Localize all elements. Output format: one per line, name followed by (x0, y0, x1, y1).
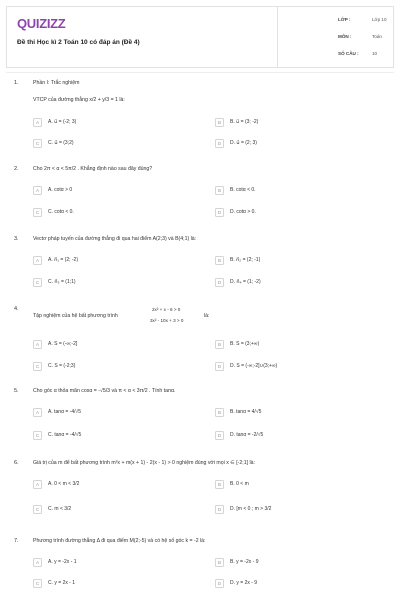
question-number: 2. (14, 166, 19, 172)
option-c[interactable] (33, 579, 193, 589)
option-letter: C (33, 431, 42, 440)
option-letter: A (33, 558, 42, 567)
option-text: C. n⃗₃ = (1;1) (48, 279, 76, 285)
option-text: B. 0 < m (230, 481, 249, 487)
option-letter: A (33, 186, 42, 195)
option-letter: C (33, 208, 42, 217)
meta-count-value: 10 (372, 51, 378, 56)
option-a[interactable] (33, 340, 193, 350)
question-text: Cho 2π < α < 5π/2 . Khẳng định nào sau đây đúng? (33, 166, 153, 172)
option-d[interactable] (215, 278, 375, 288)
option-text: B. n⃗₂ = (2; -1) (230, 257, 261, 263)
option-letter: C (33, 278, 42, 287)
question-number: 6. (14, 460, 19, 466)
meta-subject-label: MÔN : (338, 34, 352, 39)
option-text: D. u⃗ = (2; 3) (230, 140, 257, 146)
option-text: A. 0 < m < 3/2 (48, 481, 80, 487)
option-letter: A (33, 256, 42, 265)
meta-class (278, 17, 395, 31)
option-text: D. S = (-∞;-2]∪(3;+∞) (230, 363, 278, 369)
inequality-2: 3x² - 10x + 3 > 0 (150, 318, 184, 323)
meta-panel (277, 7, 394, 67)
option-letter: D (215, 139, 224, 148)
option-d[interactable] (215, 139, 375, 149)
worksheet-header (6, 6, 394, 68)
option-text: D. tanα = -2/√5 (230, 432, 264, 438)
question-number: 1. (14, 80, 19, 86)
option-letter: D (215, 208, 224, 217)
question-text: Phương trình đường thẳng Δ đi qua điểm M(2;-5) và có hệ số góc k = -2 là: (33, 538, 206, 544)
question-text: Cho góc α thỏa mãn cosα = -√5/3 và π < α < 3π/2 . Tính tanα. (33, 388, 176, 394)
option-b[interactable] (215, 340, 375, 350)
option-letter: A (33, 408, 42, 417)
option-c[interactable] (33, 431, 193, 441)
option-text: A. S = (-∞;-2] (48, 341, 78, 347)
option-d[interactable] (215, 579, 375, 589)
option-d[interactable] (215, 362, 375, 372)
option-letter: B (215, 480, 224, 489)
option-text: D. [m < 0 ; m > 3/2 (230, 506, 272, 512)
option-a[interactable] (33, 480, 193, 490)
option-letter: B (215, 340, 224, 349)
option-a[interactable] (33, 558, 193, 568)
option-c[interactable] (33, 505, 193, 515)
question-number: 4. (14, 306, 19, 312)
option-a[interactable] (33, 408, 193, 418)
option-letter: A (33, 118, 42, 127)
option-c[interactable] (33, 362, 193, 372)
option-text: A. n⃗₁ = (2; -2) (48, 257, 79, 263)
question-number: 5. (14, 388, 19, 394)
option-text: C. S = (-2;3) (48, 363, 76, 369)
option-text: C. y = 2x - 1 (48, 580, 76, 586)
option-text: C. cotα < 0. (48, 209, 74, 215)
option-a[interactable] (33, 118, 193, 128)
option-b[interactable] (215, 118, 375, 128)
option-b[interactable] (215, 480, 375, 490)
option-letter: D (215, 431, 224, 440)
option-letter: D (215, 278, 224, 287)
question-suffix: là: (204, 313, 210, 319)
question-text: Tập nghiệm của hệ bất phương trình (33, 313, 118, 319)
option-b[interactable] (215, 186, 375, 196)
option-letter: A (33, 480, 42, 489)
option-text: C. tanα = -4/√5 (48, 432, 82, 438)
option-letter: D (215, 579, 224, 588)
page-title: Đề thi Học kì 2 Toán 10 có đáp án (Đề 4) (17, 39, 140, 46)
option-letter: B (215, 256, 224, 265)
option-letter: C (33, 362, 42, 371)
question-number: 7. (14, 538, 19, 544)
option-text: B. cotα < 0. (230, 187, 256, 193)
option-letter: B (215, 558, 224, 567)
question-number: 3. (14, 236, 19, 242)
option-text: B. tanα = 4/√5 (230, 409, 262, 415)
option-d[interactable] (215, 431, 375, 441)
option-c[interactable] (33, 208, 193, 218)
question-text: VTCP của đường thẳng x/2 + y/3 = 1 là: (33, 97, 125, 103)
meta-count-label: SỐ CÂU : (338, 51, 359, 56)
option-letter: D (215, 505, 224, 514)
option-a[interactable] (33, 186, 193, 196)
option-letter: C (33, 579, 42, 588)
option-text: B. S = (3;+∞) (230, 341, 260, 347)
option-letter: B (215, 186, 224, 195)
meta-class-value: Lớp 10 (372, 17, 387, 22)
option-a[interactable] (33, 256, 193, 266)
option-text: A. tanα = -4/√5 (48, 409, 82, 415)
option-b[interactable] (215, 558, 375, 568)
option-text: D. y = 2x - 9 (230, 580, 258, 586)
option-c[interactable] (33, 139, 193, 149)
option-text: A. cotα > 0 (48, 187, 73, 193)
option-text: A. y = -2x - 1 (48, 559, 77, 565)
option-text: B. y = -2x - 9 (230, 559, 259, 565)
inequality-1: 2x² + x - 6 > 0 (152, 307, 181, 312)
question-text: Vectơ pháp tuyến của đường thẳng đi qua hai điểm A(2;3) và B(4;1) là: (33, 236, 197, 242)
option-letter: D (215, 362, 224, 371)
option-text: B. u⃗ = (3; -2) (230, 119, 259, 125)
quizizz-logo: QUIZIZZ (17, 16, 66, 31)
option-c[interactable] (33, 278, 193, 288)
meta-subject-value: Toán (372, 34, 382, 39)
option-text: A. u⃗ = (-2; 3) (48, 119, 77, 125)
option-letter: C (33, 505, 42, 514)
option-text: D. cotα > 0. (230, 209, 256, 215)
question-text: Giá trị của m để bất phương trình m²x + m(x + 1) - 2(x - 1) > 0 nghiệm đúng với mọi x ∈ [-2;1] là: (33, 460, 255, 466)
option-letter: C (33, 139, 42, 148)
meta-subject (278, 34, 395, 48)
option-letter: B (215, 118, 224, 127)
option-d[interactable] (215, 208, 375, 218)
option-text: D. n⃗₄ = (1; -2) (230, 279, 261, 285)
option-letter: A (33, 340, 42, 349)
option-text: C. u⃗ = (3;2) (48, 140, 74, 146)
header-divider (6, 72, 394, 73)
option-letter: B (215, 408, 224, 417)
option-d[interactable] (215, 505, 375, 515)
question-section-title: Phần I: Trắc nghiệm (33, 80, 80, 86)
meta-class-label: LỚP : (338, 17, 351, 22)
meta-count (278, 51, 395, 65)
option-b[interactable] (215, 256, 375, 266)
option-text: C. m < 3/2 (48, 506, 72, 512)
option-b[interactable] (215, 408, 375, 418)
